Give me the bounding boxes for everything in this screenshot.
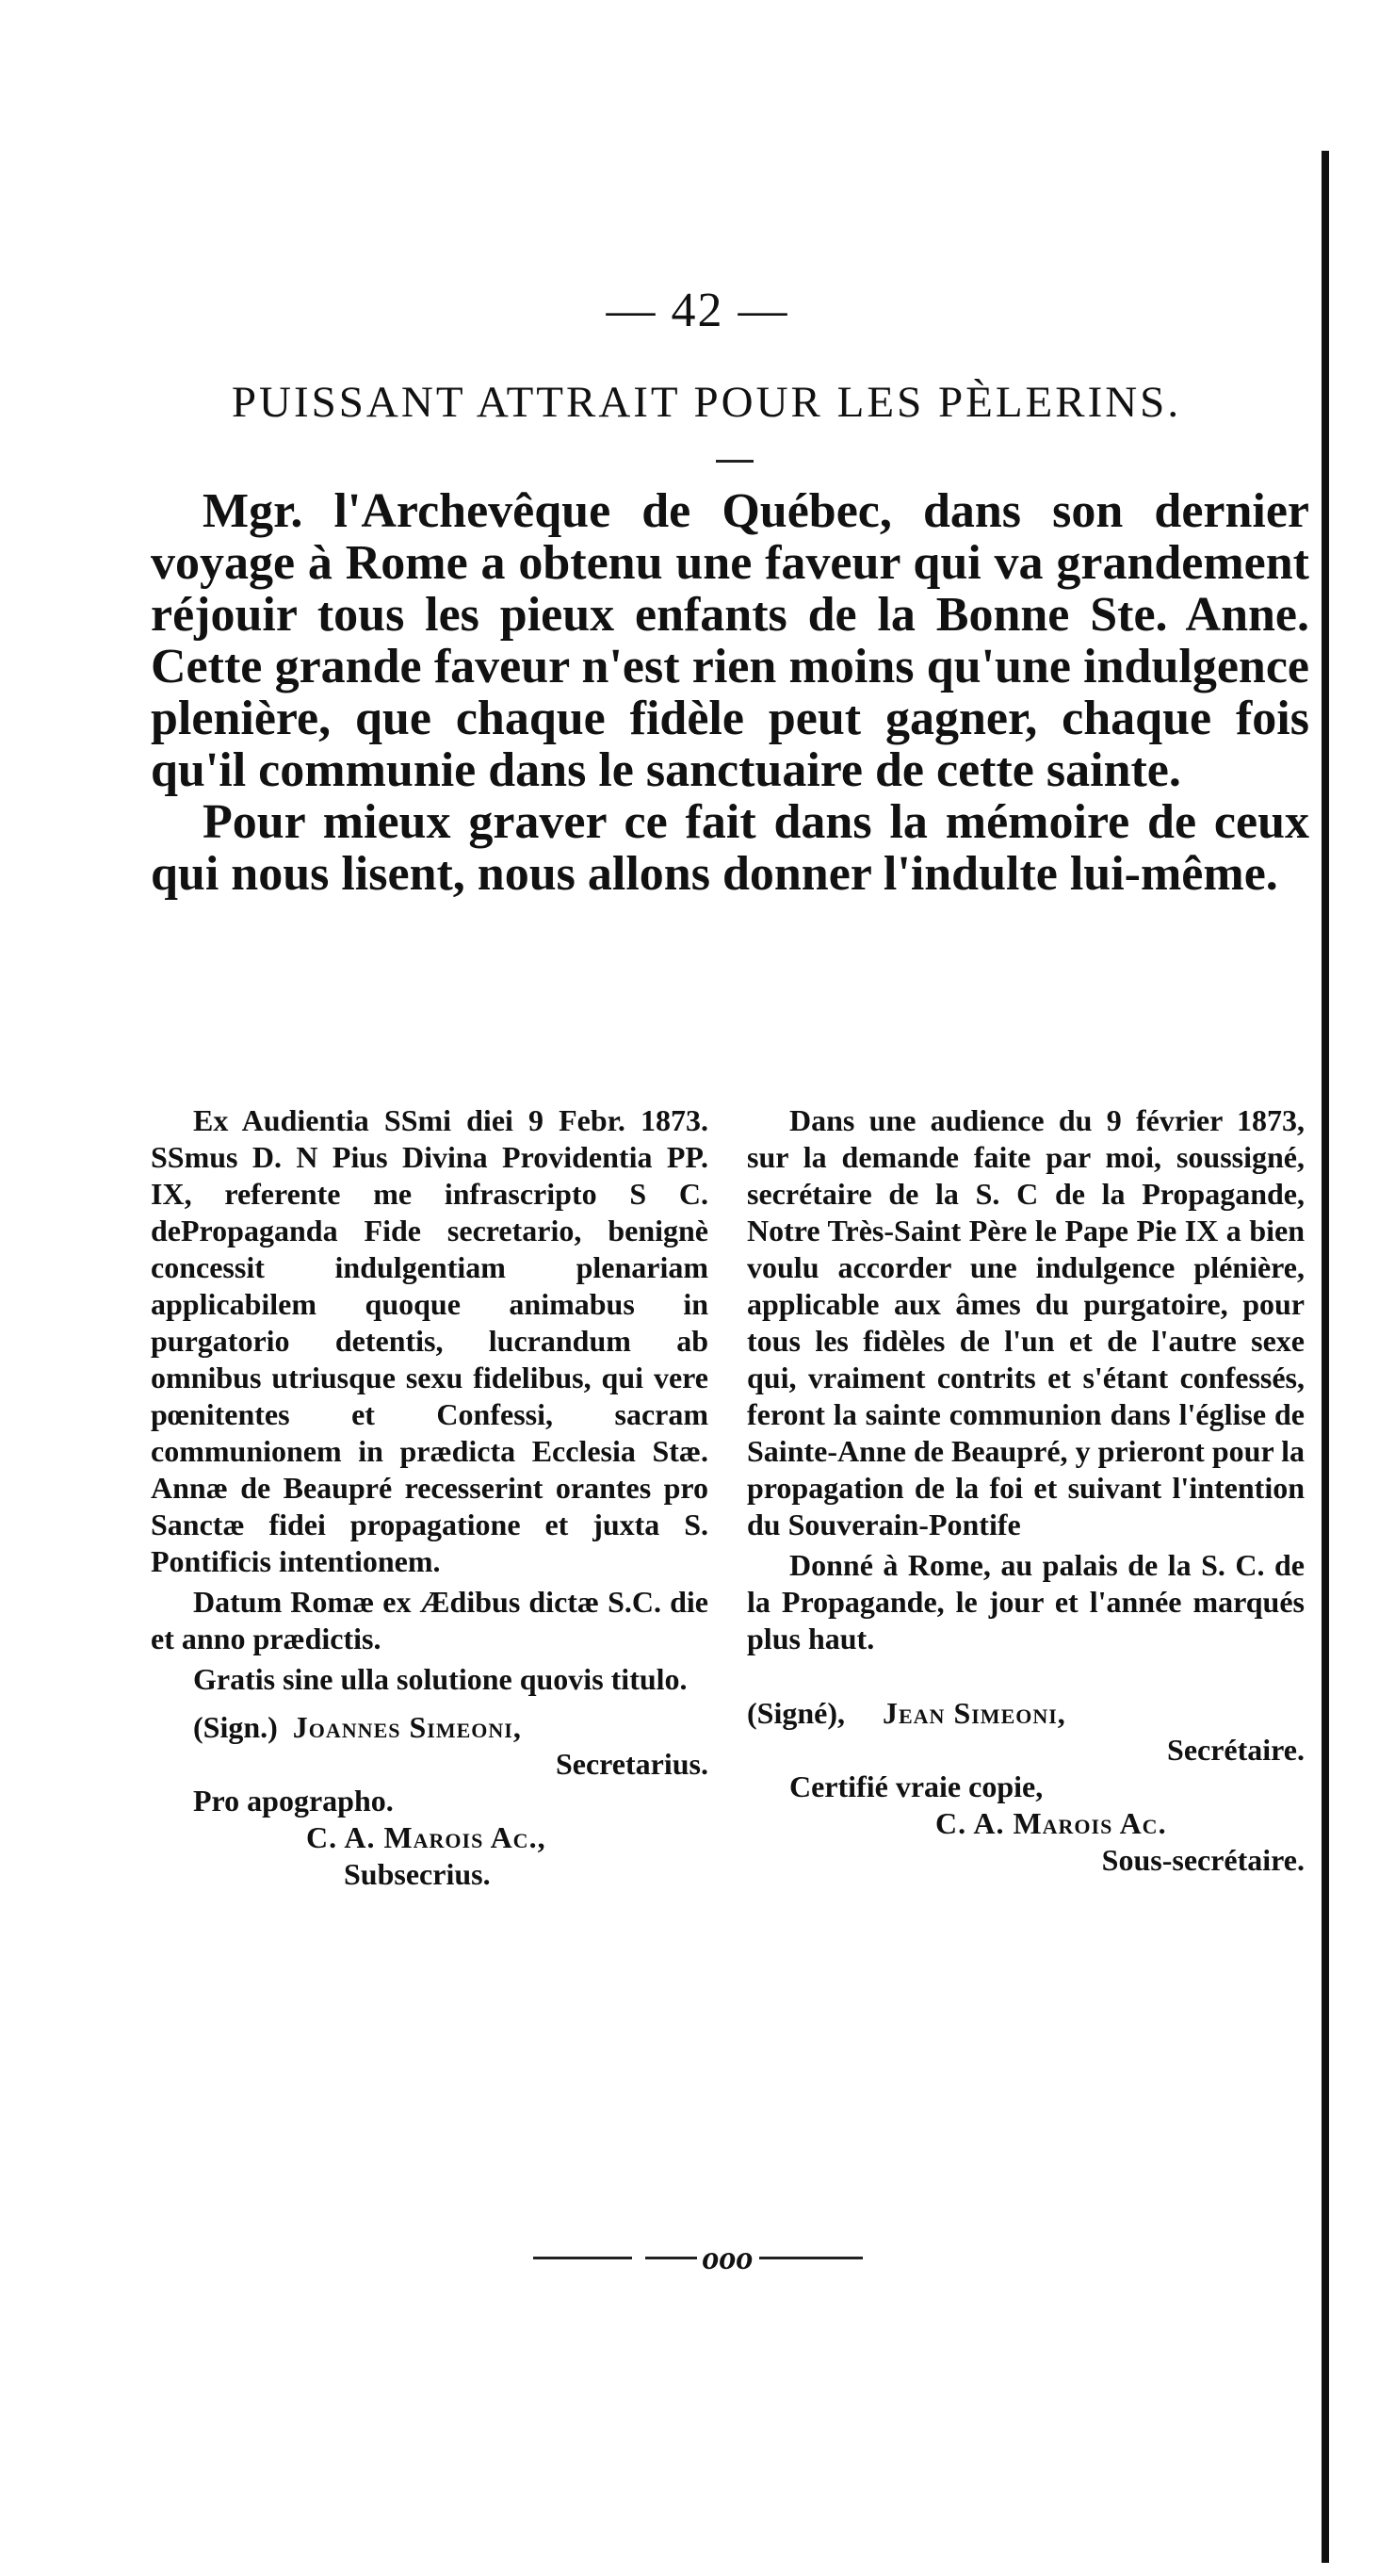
latin-datum: Datum Romæ ex Ædibus dictæ S.C. die et anno prædictis.	[151, 1585, 708, 1655]
french-sign-name: Jean Simeoni,	[883, 1696, 1066, 1730]
latin-gratis: Gratis sine ulla solutione quovis titulo.	[193, 1662, 688, 1696]
closing-ornament	[0, 2238, 1395, 2277]
french-sign-prefix: (Signé),	[747, 1696, 845, 1730]
closing-text: ooo	[702, 2239, 754, 2276]
latin-copy-title: Subsecrius.	[344, 1857, 491, 1891]
intro-paragraph-1: Mgr. l'Archevêque de Québec, dans son dernier voyage à Rome a obtenu une faveur qui va grandement réjouir tous les pieux enfants de la Bonne Ste. Anne. Cette grande faveur n'est rien moins qu'une indulgence plenière, que chaque fidèle peut gagner, chaque fois qu'il communie dans le sanctuaire de cette sainte.	[151, 484, 1309, 797]
french-copy-name: C. A. Marois Ac.	[935, 1806, 1167, 1840]
heading-divider	[716, 460, 754, 463]
page-heading: PUISSANT ATTRAIT POUR LES PÈLERINS.	[231, 378, 1182, 427]
french-body: Dans une audience du 9 février 1873, sur la demande faite par moi, soussigné, secrétaire de la S. C de la Propagande, Notre Très-Saint Père le Pape Pie IX a bien voulu accorder une indulgence plénière, applicable aux âmes du purgatoire, pour tous les fidèles de l'un et de l'autre sexe qui, vraiment contrits et s'étant confessés, feront la sainte communion dans l'église de Sainte-Anne de Beaupré, y prieront pour la propagation de la foi et suivant l'intention du Souverain-Pontife	[747, 1103, 1305, 1541]
latin-sign-prefix: (Sign.)	[193, 1710, 278, 1744]
closing-rule-middle	[645, 2257, 697, 2259]
latin-column	[151, 1102, 708, 1893]
french-column	[747, 1102, 1305, 1879]
latin-pro-apographo: Pro apographo.	[193, 1784, 394, 1818]
page-number: — 42 —	[606, 284, 789, 337]
latin-signature	[151, 1709, 708, 1746]
intro-text	[151, 485, 1309, 900]
french-donne: Donné à Rome, au palais de la S. C. de la Propagande, le jour et l'année marqués plus haut.	[747, 1548, 1305, 1655]
french-copy-title: Sous-secrétaire.	[1101, 1843, 1305, 1877]
latin-sign-name: Joannes Simeoni,	[292, 1710, 522, 1744]
closing-rule-left	[533, 2257, 632, 2259]
french-signature	[747, 1695, 1305, 1732]
page-border	[1322, 151, 1329, 2563]
french-sign-title: Secrétaire.	[1167, 1733, 1305, 1767]
latin-sign-title: Secretarius.	[555, 1747, 708, 1781]
intro-paragraph-2: Pour mieux graver ce fait dans la mémoire de ceux qui nous lisent, nous allons donner l'indulte lui-même.	[151, 795, 1309, 901]
closing-rule-right	[759, 2257, 863, 2259]
french-certifie: Certifié vraie copie,	[789, 1769, 1044, 1803]
latin-copy-name: C. A. Marois Ac.,	[306, 1820, 546, 1854]
latin-body: Ex Audientia SSmi diei 9 Febr. 1873. SSmus D. N Pius Divina Providentia PP. IX, referente me infrascripto S C. dePropaganda Fide secretario, benignè concessit indulgentiam plenariam applicabilem quoque animabus in purgatorio detentis, lucrandum ab omnibus utriusque sexu fidelibus, qui vere pœnitentes et Confessi, sacram communionem in prædicta Ecclesia Stæ. Annæ de Beaupré recesserint orantes pro Sanctæ fidei propagatione et juxta S. Pontificis intentionem.	[151, 1103, 708, 1578]
